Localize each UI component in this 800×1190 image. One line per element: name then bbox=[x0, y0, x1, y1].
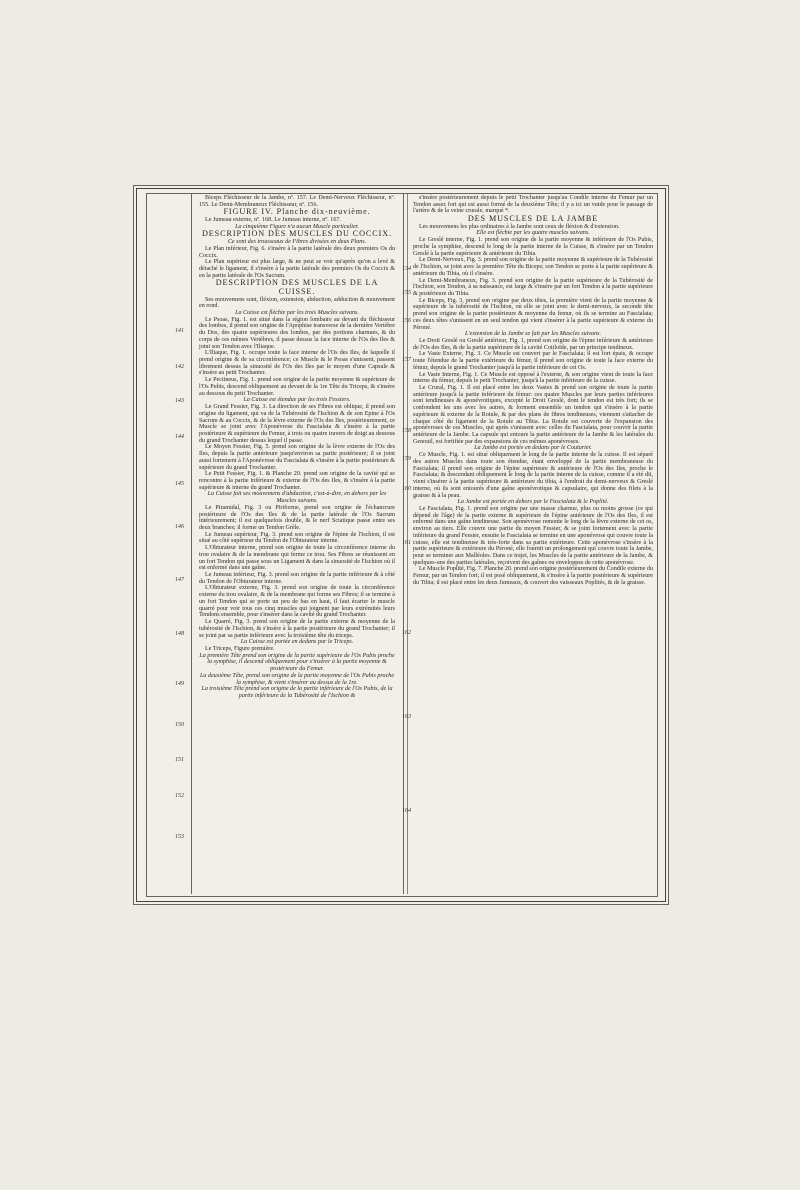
margin-number: 150 bbox=[175, 722, 184, 728]
paragraph: Le Psoas, Fig. 1. est situé dans la région lombaire au devant du fléchisseur des lombes, il prend son origine de l'Apophise transverse de la dernière Vertèbre du Dos, des quatre supérieures des lombes, par des portions charnues, & du corps de ces mêmes Vertèbres, il passe dessus la face interne de l'Os des Iles & joint son Tendon avec l'Iliaque. bbox=[199, 316, 395, 350]
margin-number: 155 bbox=[402, 290, 411, 296]
paragraph: Le Triceps, Figure première. bbox=[205, 645, 275, 652]
paragraph: Le Muscle Poplité, Fig. 7. Planche 20. prend son origine postérieurement du Condile externe du Femur, par un Tendon fort; il est posé obliquement, & s'insère à la partie postérieure & supérieure du Tibia; il est placé entre les deux Jumeaux, & couvert des vaisseaux Poplités, & de la graisse. bbox=[413, 566, 653, 586]
margin-number: 158 bbox=[402, 428, 411, 434]
italic-caption: La Jambe est portée en dedans par le Couturier. bbox=[474, 445, 592, 452]
paragraph: Le Vaste Interne, Fig. 1. Ce Muscle est opposé à l'externe, & son origine vient de toute la face interne du fémur, depuis le petit Trochanter, jusqu'à la partie inférieure de la cuisse. bbox=[413, 371, 653, 385]
italic-caption: La Cuisse fait ses mouvemens d'abduction, c'est-à-dire, en dehors par les Muscles suivans. bbox=[207, 491, 387, 505]
margin-number: 164 bbox=[402, 808, 411, 814]
italic-caption: Elle est fléchie par les quatre muscles suivans. bbox=[476, 230, 590, 237]
paragraph: Les mouvemens les plus ordinaires à la Jambe sont ceux de fléxion & d'extension. bbox=[419, 223, 620, 230]
paragraph: Le Jumeau externe, nº. 168. Le Jumeau interne, nº. 167. bbox=[205, 217, 341, 224]
left-margin-rule bbox=[191, 194, 192, 894]
paragraph: L'Obturateur externe, Fig. 3. prend son origine de toute la circonférence externe du trou ovalaire, & de la membrane qui forme ses Fibres; il se termine à un fort Tendon qui se porte un peu de bas en haut, il faut écarter le muscle quarré pour voir tous ces cinq muscles qui joignent par leurs extrémités leurs Tendons ensemble, pour s'insérer dans la cavité du grand Trochanter. bbox=[199, 585, 395, 619]
margin-number: 151 bbox=[175, 757, 184, 763]
paragraph: Le Pectineus, Fig. 1. prend son origine de la partie moyenne & supérieure de l'Os Pubis, descend obliquement au devant de la 1re Tête du Triceps, & s'insère au dessous du petit Trochanter. bbox=[199, 377, 395, 397]
paragraph: Le Moyen Fessier, Fig. 5. prend son origine de la lèvre externe de l'Os des Iles, depuis la partie antérieure jusqu'environ sa partie postérieure; il se joint aussi fortement à l'Aponévrose du Fascialata & s'insère à la partie postérieure & supérieure du grand Trochanter. bbox=[199, 444, 395, 471]
margin-number: 144 bbox=[175, 434, 184, 440]
paragraph: Ce Muscle, Fig. 1. est situé obliquement le long de la partie interne de la cuisse. Il est séparé des autres Muscles dans toute son étendue, étant enveloppé de la partie membraneuse du Fascialata; il prend son origine de l'épine supérieure & antérieure de l'Os des Iles, proche le Fascialata; & descendant obliquement le long de la partie interne de la cuisse, comme il a été dit, vient s'insérer à la partie supérieure & antérieure du tibia, à l'endroit du demi-nerveux & Greslé interne, où ils sont entourés d'une gaîne aponévrotique & capsulaire, qui donne des filets à la graisse & à la peau. bbox=[413, 452, 653, 499]
paragraph: Le Quarré, Fig. 3. prend son origine de la partie externe & moyenne de la tubérosité de l'Ischion, & s'insère à la partie postérieure du grand Trochanter; il se joint par sa partie inférieure avec la troisième tête du triceps. bbox=[199, 619, 395, 639]
margin-number: 141 bbox=[175, 328, 184, 334]
section-heading: DES MUSCLES DE LA JAMBE bbox=[467, 214, 599, 224]
paragraph: Le Demi-Membraneux, Fig. 3. prend son origine de la partie supérieure de la Tubérosité de l'Ischion, son Tendon, à sa naissance, est large & s'insère par un fort Tendon à la partie supérieure & postérieure du Tibia. bbox=[413, 277, 653, 297]
paragraph: Le Droit Greslé ou Greslé antérieur, Fig. 1, prend son origine de l'épine inférieure & antérieure de l'Os des Iles, & de la partie supérieure de la cavité Cotiloïde, par un principe tendineux. bbox=[413, 337, 653, 351]
italic-caption: La Cuisse est portée en dedans par le Triceps. bbox=[240, 639, 354, 646]
paragraph: Le Demi-Nerveux, Fig. 3. prend son origine de la partie moyenne & supérieure de la Tubérosité de l'Ischion, se joint avec la première Tête du Biceps; son Tendon se porte à la partie supérieure & antérieure du Tibia, où il s'insère. bbox=[413, 257, 653, 277]
paragraph: Le Biceps, Fig. 3, prend son origine par deux têtes, la première vient de la partie moyenne & supérieure de la tubérosité de l'Ischion, où elle se joint avec le demi-nerveux, la seconde tête prend son origine de la partie postérieure & moyenne du femur, où ils se termine au Fascialata; ces deux têtes s'unissent en un seul tendon qui vient s'insérer à la partie supérieure & externe du Péroné. bbox=[413, 297, 653, 331]
margin-number: 146 bbox=[175, 524, 184, 530]
paragraph: Biceps Fléchisseur de la Jambe, nº. 157. Le Demi-Nerveux Fléchisseur, nº. 155. Le Demi-Membraneux Fléchisseur, nº. 156. bbox=[199, 195, 395, 208]
italic-caption: La cinquième Figure n'a aucun Muscle particulier. bbox=[235, 223, 359, 230]
italic-caption: La Cuisse est fléchie par les trois Muscles suivans. bbox=[235, 310, 359, 316]
paragraph: Le Grand Fessier, Fig. 3. La direction de ses Fibres est oblique, il prend son origine du ligament, qui va de la Tubérosité de l'Ischion & de son Epine à l'Os Sacrum & au Coccix, & de la lèvre externe de l'Os des Iles, postérieurement, ce Muscle se joint avec l'Aponévrose du Fascialata & s'insère à la partie postérieure & supérieure du Femur, à trois ou quatre travers de doigt au dessous du grand Trochanter dessus lequel il passe. bbox=[199, 404, 395, 444]
paragraph: Le Jumeau inférieur, Fig. 3. prend son origine de la partie inférieure & à côté du Tendon de l'Obturateur interne. bbox=[199, 572, 395, 585]
paragraph: Le Greslé interne, Fig. 1. prend son origine de la partie moyenne & inférieure de l'Os Pubis, proche la symphise, descend le long de la partie interne de la Cuisse, & s'insère par un Tendon Greslé à la partie supérieure & antérieure du Tibia. bbox=[413, 237, 653, 257]
italic-caption: La deuxième Tête, prend son origine de la partie moyenne de l'Os Pubis proche la symphise, & vient s'insérer au dessus de la 1re. bbox=[199, 672, 395, 686]
margin-number: 148 bbox=[175, 631, 184, 637]
section-heading: FIGURE IV. Planche dix-neuvième. bbox=[223, 207, 371, 217]
paragraph: Le Plan inférieur, Fig. 6. s'insère à la partie latérale des deux premiers Os du Coccix. bbox=[199, 245, 395, 259]
right-text-column bbox=[413, 195, 653, 587]
paragraph: Le Petit Fessier, Fig. 1. & Planche 20. prend son origine de la cavité qui se rencontre à la partie inférieure & externe de l'Os des Iles, & s'insère à la partie supérieure & interne du grand Trochanter. bbox=[199, 471, 395, 491]
italic-caption: La Jambe est portée en dehors par le Fascialata & le Poplité. bbox=[457, 499, 609, 506]
italic-caption: L'extension de la Jambe se fait par les Muscles suivans. bbox=[464, 331, 602, 338]
italic-caption: La Cuisse est étendue par les trois Fessiers. bbox=[243, 397, 351, 404]
margin-number: 143 bbox=[175, 398, 184, 404]
paragraph: Le Crural, Fig. 1. Il est placé entre les deux Vastes & prend son origine de toute la partie antérieure jusqu'à la partie inférieure du fémur: ces quatre Muscles par leurs parties inférieures sont tendineuses & aponévrotiques, excepté le Droit Greslé, dont le tendon est très fort; ils se confondent les uns avec les autres, & forment ensemble un tendon qui s'insère à la partie supérieure & externe de la Rotule, & par des plans de fibres tendineuses, viennent s'attacher de chaque côté du ligament de la Rotule au Tibia. La Rotule est couverte de l'expansion des aponévroses de ces Muscles, qui après s'unissent avec celles du Fascialata, pour couvrir la partie antérieure de la Jambe. La capsule qui entoure la partie antérieure de la Jambe & les latérales du Genouil, est fortifiée par des expansions de ces mêmes aponévroses. bbox=[413, 385, 653, 445]
engraved-plate bbox=[136, 188, 666, 902]
margin-number: 153 bbox=[175, 834, 184, 840]
paragraph: Le Fascialata, Fig. 1. prend son origine par une masse charnue, plus ou moins grosse (ce qui dépend de l'âge) de la partie externe & supérieure de l'épine antérieure de l'Os des Iles, il est enfermé dans une gaîne tendineuse. Son aponévrose remonte le long de la lèvre externe de cet os, environ au tiers. Elle couvre une partie du moyen Fessier, & se joint fortement avec la partie inférieure du grand Fessier, ensuite le Fascialata se termine en une aponévrose qui couvre toute la cuisse, elle est tendineuse & très-forte dans sa partie extérieure. Cette aponévrose s'insère à la partie supérieure & extérieure du Péroné, elle fournit un prolongement qui couvre toute la Jambe, pour se terminer aux Malléoles. Dans ce trajet, les Muscles de la partie antérieure de la Jambe, & quelques-uns des parties latérales, reçoivent des gaînes ou enveloppes de cette aponévrose. bbox=[413, 505, 653, 566]
margin-number: 161 bbox=[402, 540, 411, 546]
paragraph: Le Vaste Externe, Fig. 3. Ce Muscle est couvert par le Fascialata; il est fort épais, & occupe toute l'étendue de la partie extérieure du fémur, il prend son origine de toute la face externe du fémur, depuis le grand Trochanter jusqu'à la partie inférieure de cet Os. bbox=[413, 351, 653, 371]
margin-number: 145 bbox=[175, 481, 184, 487]
margin-number: 159 bbox=[402, 456, 411, 462]
section-heading: DESCRIPTION DES MUSCLES DU COCCIX. bbox=[201, 229, 393, 239]
plate-frame bbox=[146, 193, 658, 897]
italic-caption: Ce sont des trousseaux de Fibres divisées en deux Plans. bbox=[227, 239, 367, 246]
paragraph: s'insère postérieurement depuis le petit Trochanter jusqu'au Condile interne du Femur par un Tendon assez fort qui est aussi formé de la deuxième Tête; il y a ici un vuide pour le passage de l'artère & de la veine crurale, marqué *. bbox=[413, 195, 653, 215]
margin-number: 160 bbox=[402, 486, 411, 492]
margin-number: 147 bbox=[175, 577, 184, 583]
paragraph: Le Piramidal, Fig. 3 ou Piriforme, prend son origine de l'échancrure postérieure de l'Os des Iles & de la partie latérale de l'Os Sacrum intérieurement; il est quelquefois double, & le nerf Sciatique passe entre ses deux branches; il forme un Tendon Grêle. bbox=[199, 504, 395, 531]
paragraph: Ses mouvemens sont, fléxion, extension, abduction, adduction & mouvement en rond. bbox=[199, 296, 395, 310]
margin-number: 163 bbox=[402, 714, 411, 720]
italic-caption: La première Tête prend son origine de la partie supérieure de l'Os Pubis proche la symphise, il descend obliquement pour s'insérer à la partie moyenne & postérieure du Femur. bbox=[199, 652, 395, 673]
section-heading: DESCRIPTION DES MUSCLES DE LA CUISSE. bbox=[215, 278, 379, 296]
margin-number: 149 bbox=[175, 681, 184, 687]
paragraph: L'Obturateur interne, prend son origine de toute la circonférence interne du trou ovalaire & de la membrane qui ferme ce trou. Ses Fibres se réunissent en un fort Tendon qui passe sous un Ligament & dans la sinuosité de l'Ischion où il est enfermé dans une gaîne. bbox=[199, 545, 395, 572]
paragraph: Le Jumeau supérieur, Fig. 3. prend son origine de l'épine de l'Ischion, il est situé au côté supérieur du Tendon de l'Obturateur interne. bbox=[199, 531, 395, 545]
italic-caption: La troisième Tête prend son origine de la partie inférieure de l'Os Pubis, de la partie inférieure de la Tubérosité de l'Ischion & bbox=[201, 686, 393, 699]
margin-number: 157 bbox=[402, 357, 411, 363]
margin-number: 156 bbox=[402, 318, 411, 324]
paragraph: Le Plan supérieur est plus large, & ne peut se voir qu'après qu'on a levé & détaché le ligament, il s'insère à la partie latérale des premiers Os du Coccix & en la partie latérale de l'Os Sacrum. bbox=[199, 259, 395, 279]
left-text-column bbox=[199, 195, 395, 700]
margin-number: 142 bbox=[175, 364, 184, 370]
margin-number: 152 bbox=[175, 793, 184, 799]
margin-number: 134 bbox=[402, 266, 411, 272]
paragraph: L'Iliaque, Fig. 1. occupe toute la face interne de l'Os des Iles, de laquelle il prend origine & de sa circonférence; ce Muscle & le Psoas s'unissent, passent librement dessus la sinuosité de l'Os des Iles par le moyen d'une Capsule & s'insère au petit Trochanter. bbox=[199, 350, 395, 377]
margin-number: 162 bbox=[402, 630, 411, 636]
